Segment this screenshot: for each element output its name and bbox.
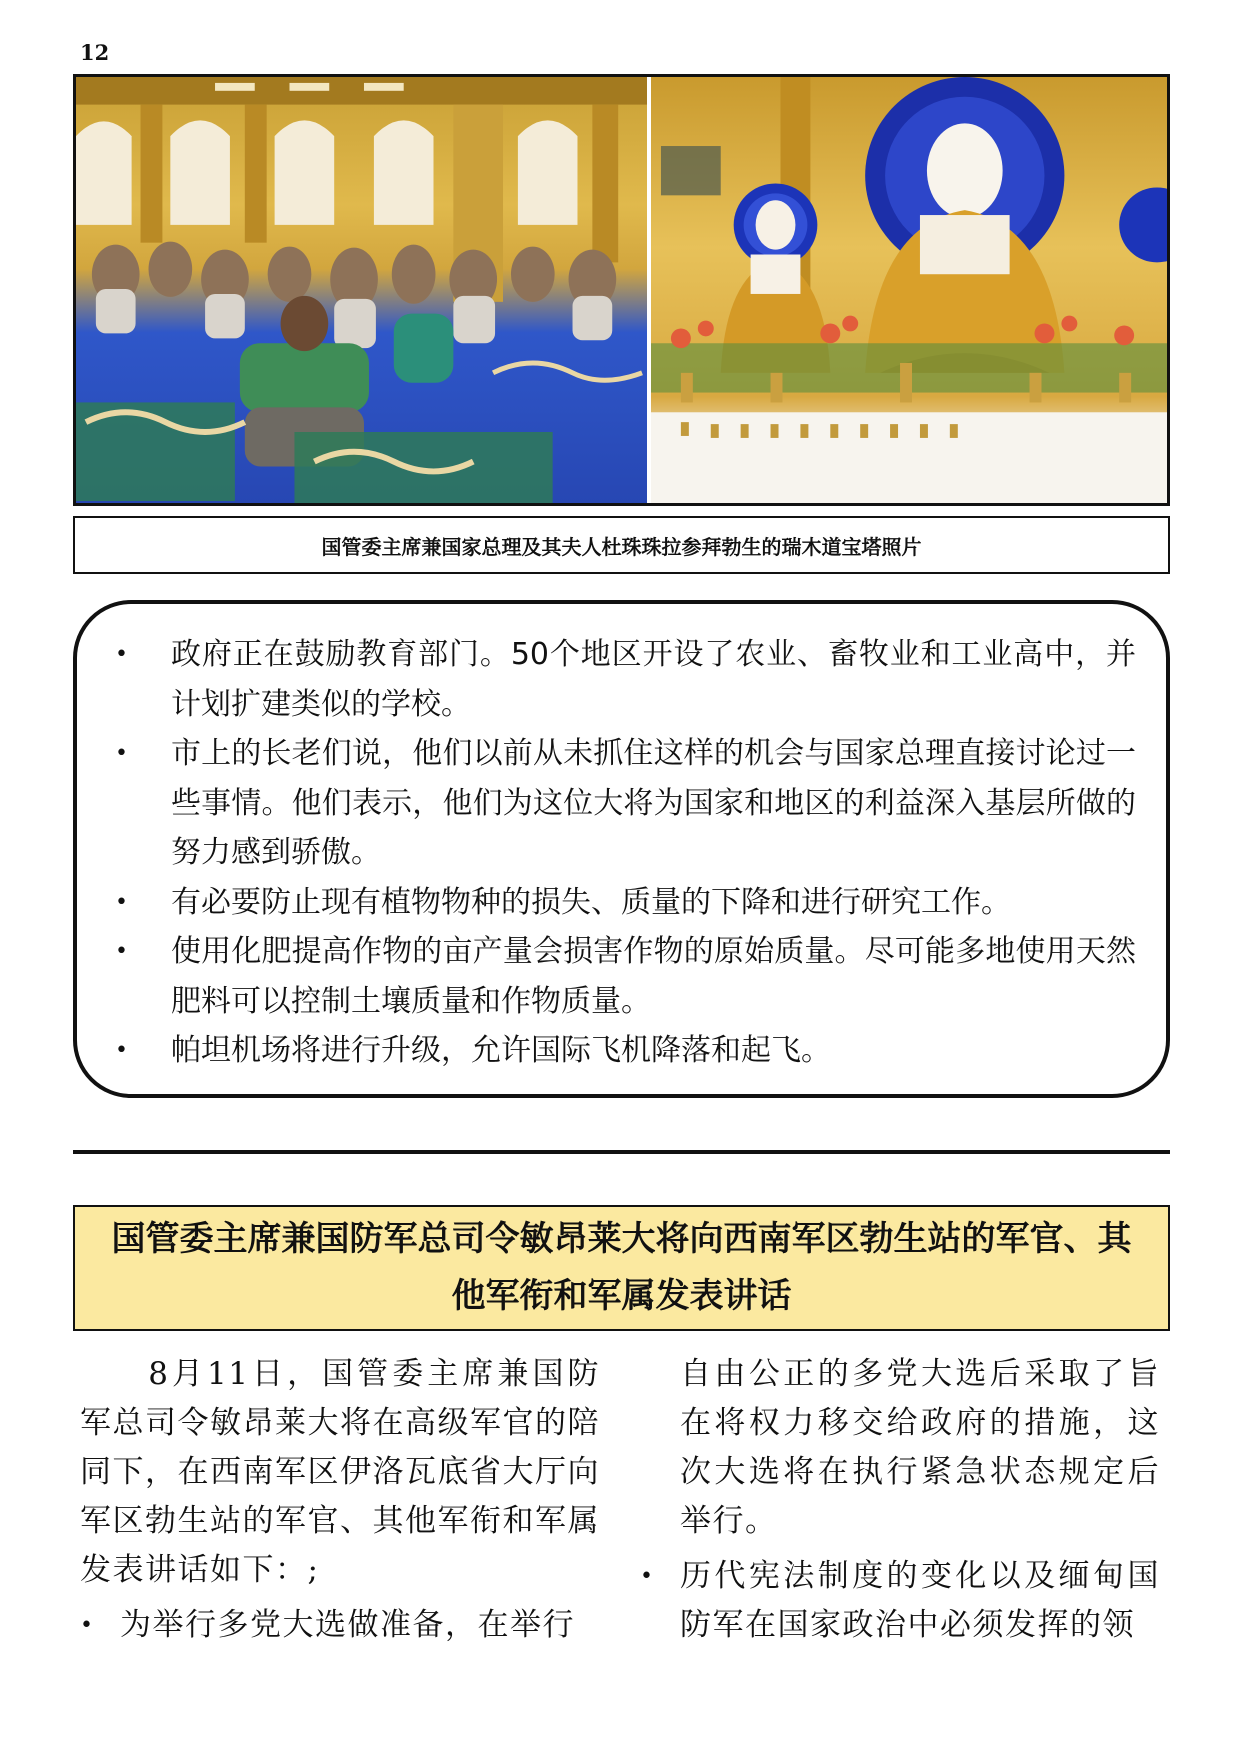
highlight-item: • 使用化肥提高作物的亩产量会损害作物的原始质量。尽可能多地使用天然肥料可以控制土壤质量和作物质量。	[107, 927, 1136, 1026]
photo-strip	[73, 74, 1170, 506]
highlight-item: • 市上的长老们说，他们以前从未抓住这样的机会与国家总理直接讨论过一些事情。他们表示，他们为这位大将为国家和地区的利益深入基层所做的努力感到骄傲。	[107, 729, 1136, 878]
article-headline: 国管委主席兼国防军总司令敏昂莱大将向西南军区勃生站的军官、其他军衔和军属发表讲话	[73, 1205, 1170, 1331]
highlights-list	[107, 630, 1136, 1076]
section-divider	[73, 1150, 1170, 1154]
article-column-left	[80, 1350, 600, 1650]
article-bullet-continued: 自由公正的多党大选后采取了旨在将权力移交给政府的措施，这次大选将在执行紧急状态规定后举行。	[680, 1356, 1160, 1539]
article-column-right	[640, 1350, 1160, 1650]
highlights-box	[73, 600, 1170, 1098]
article-bullet: • 历代宪法制度的变化以及缅甸国防军在国家政治中必须发挥的领	[640, 1552, 1160, 1650]
photo-worshippers	[76, 77, 651, 503]
article-bullet: • 为举行多党大选做准备，在举行	[80, 1601, 600, 1650]
photo-caption: 国管委主席兼国家总理及其夫人杜珠珠拉参拜勃生的瑞木道宝塔照片	[73, 516, 1170, 574]
photo-worshippers-illustration	[76, 77, 647, 503]
photo-buddha-statues	[651, 77, 1167, 503]
highlight-item: • 有必要防止现有植物物种的损失、质量的下降和进行研究工作。	[107, 878, 1136, 928]
article-intro: 8月11日，国管委主席兼国防军总司令敏昂莱大将在高级军官的陪同下，在西南军区伊洛瓦底省大厅向军区勃生站的军官、其他军衔和军属发表讲话如下：;	[80, 1356, 600, 1588]
page-number: 12	[80, 40, 110, 65]
photo-buddha-illustration	[651, 77, 1167, 503]
highlight-item: • 帕坦机场将进行升级，允许国际飞机降落和起飞。	[107, 1026, 1136, 1076]
highlight-item: • 政府正在鼓励教育部门。50个地区开设了农业、畜牧业和工业高中，并计划扩建类似的学校。	[107, 630, 1136, 729]
